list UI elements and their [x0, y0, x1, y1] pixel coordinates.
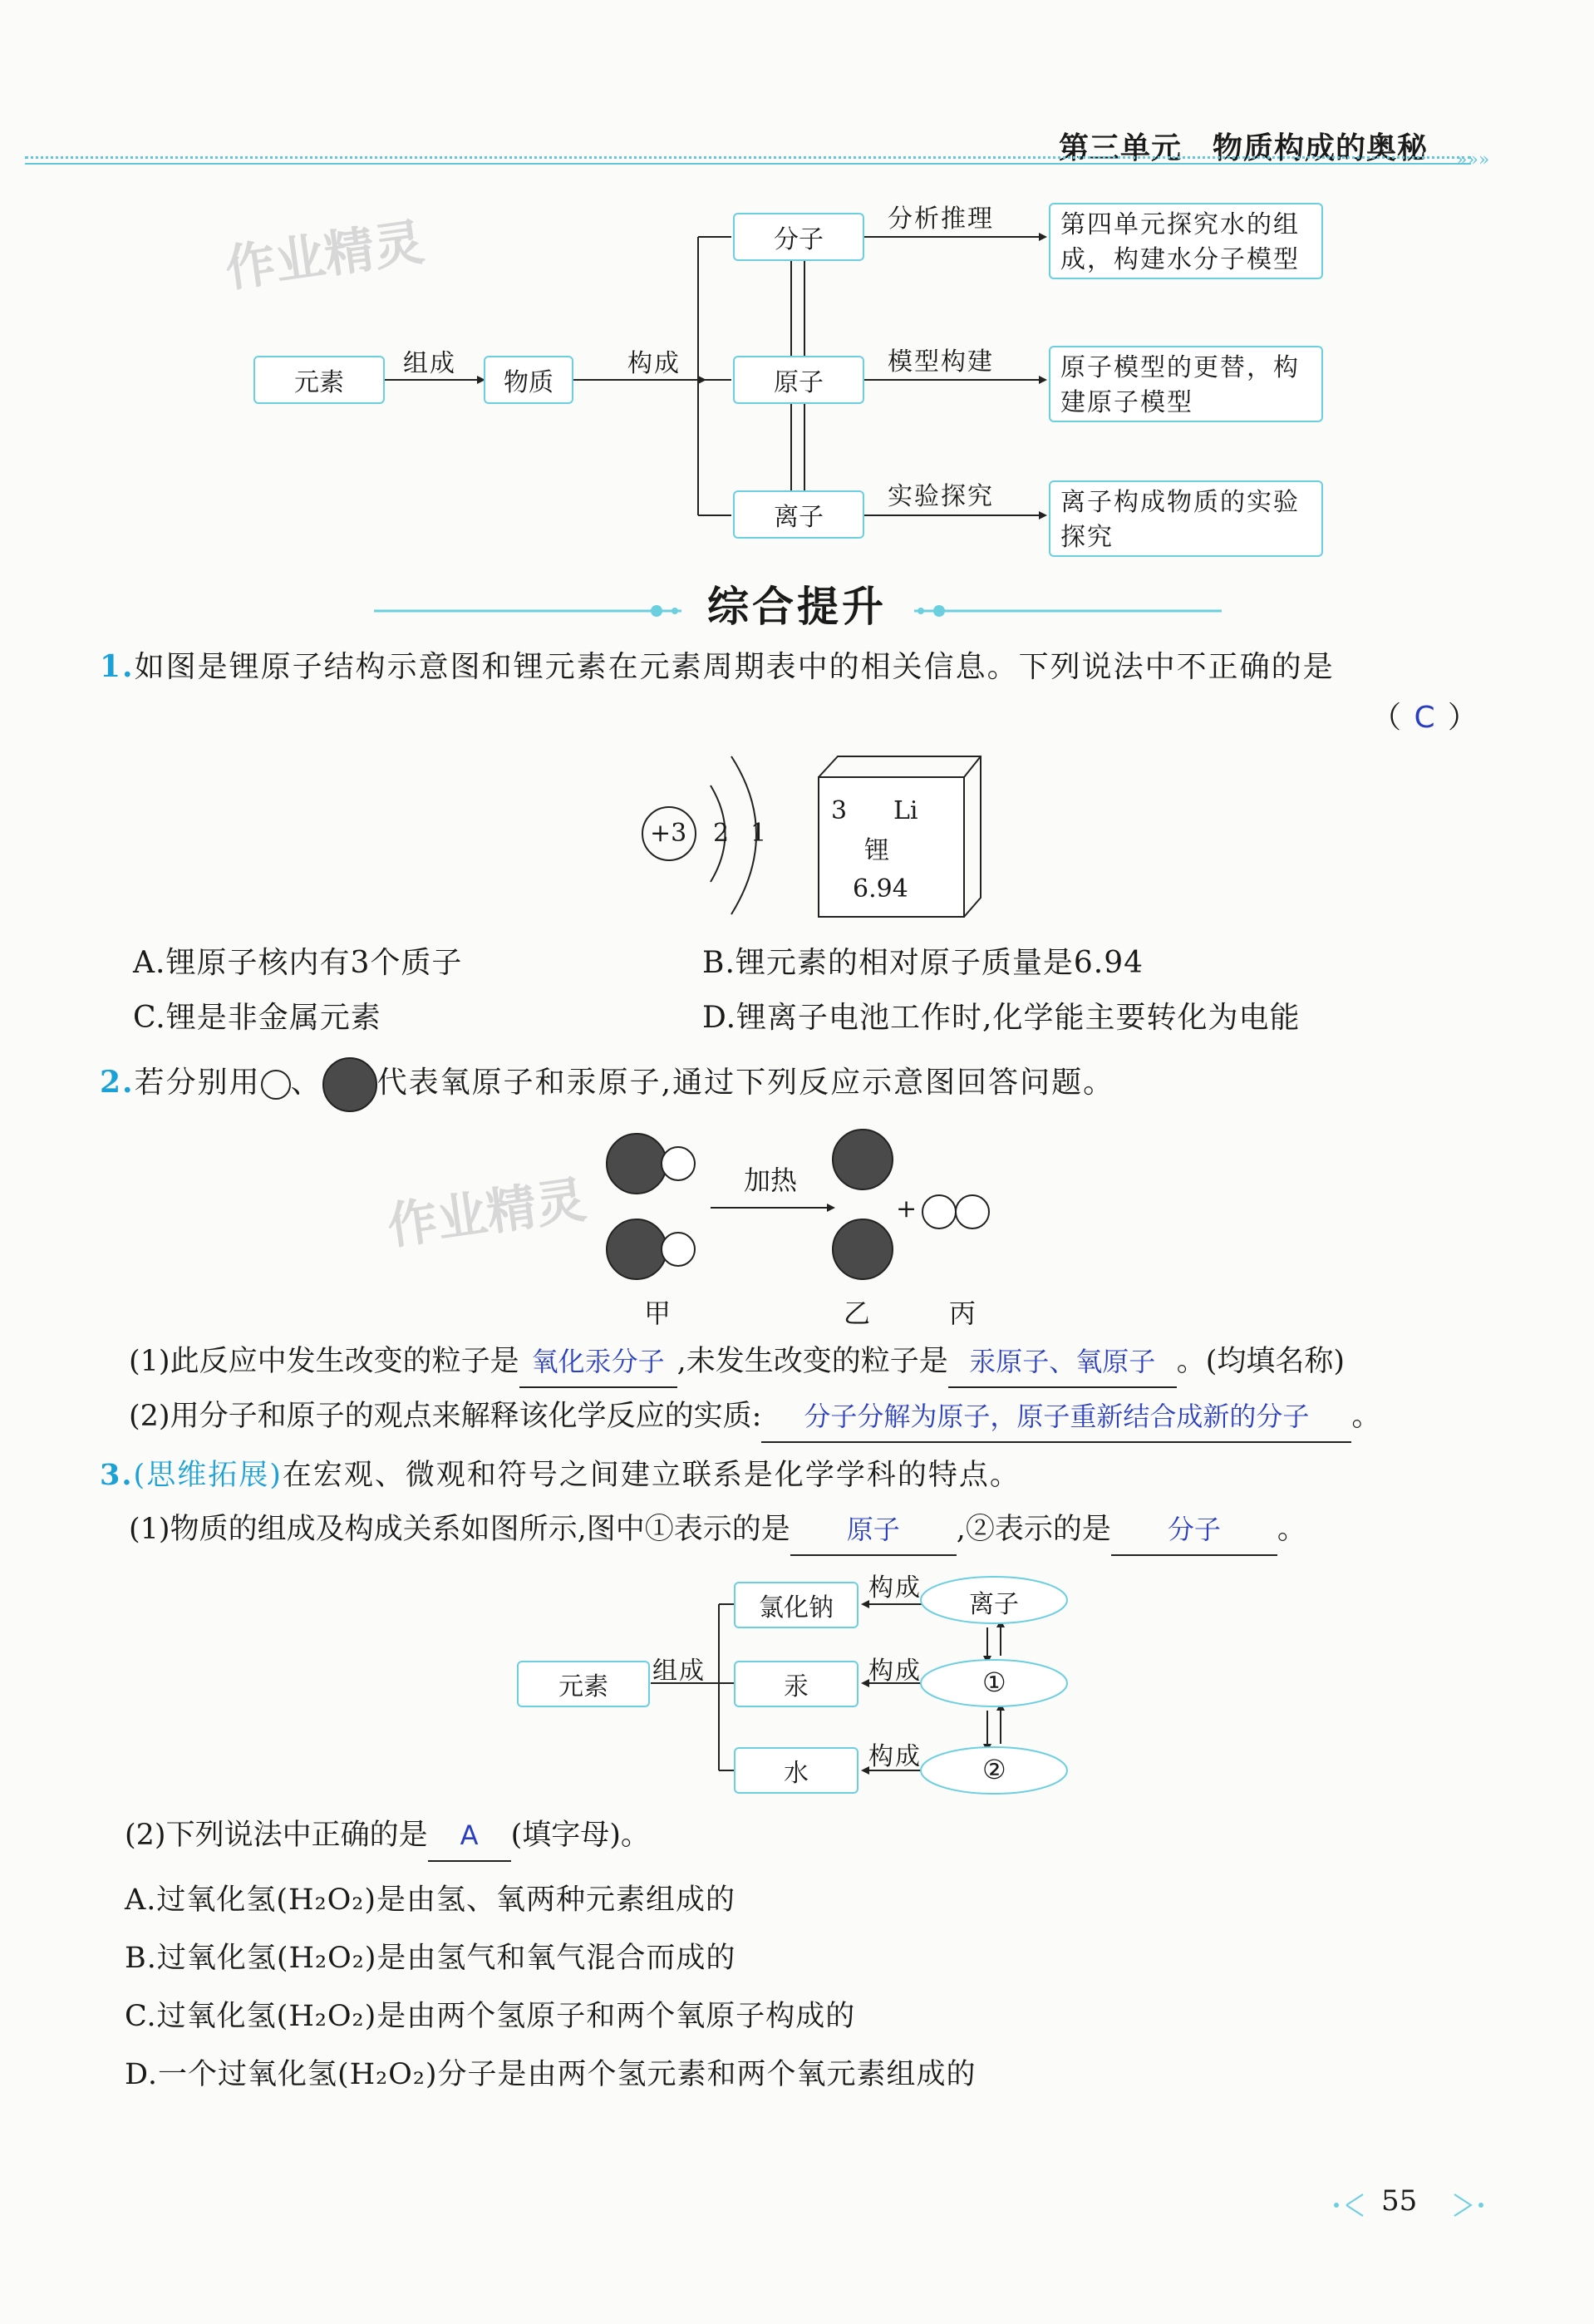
watermark: 作业精灵: [221, 213, 428, 299]
compose-label: 组成: [403, 349, 456, 378]
mercury-box: 汞: [734, 1661, 858, 1707]
q2-text-b: 、: [290, 1066, 322, 1100]
q3-option-d: D.一个过氧化氢(H₂O₂)分子是由两个氢元素和两个氧元素组成的: [125, 2058, 977, 2091]
q1-option-a: A.锂原子核内有3个质子: [133, 946, 463, 980]
heat-label: 加热: [744, 1164, 798, 1196]
reaction-diagram: [582, 1126, 1047, 1292]
result-box-1: 第四单元探究水的组成，构建水分子模型: [1049, 203, 1323, 279]
oxygen-atom-icon: [261, 1070, 291, 1100]
q3-p2-text-c: (填字母)。: [510, 1819, 650, 1852]
q3-tag: (思维拓展): [133, 1459, 283, 1492]
q2-text-a: 若分别用: [134, 1066, 261, 1100]
header-arrows: »»»: [1456, 150, 1490, 170]
q3-option-c: C.过氧化氢(H₂O₂)是由两个氢原子和两个氧原子构成的: [125, 2000, 856, 2033]
q3-stem: [100, 1450, 1479, 1500]
nucleus-charge: +3: [650, 819, 687, 848]
q3-compose-label: 组成: [652, 1657, 706, 1686]
construct-label: 构成: [627, 349, 681, 378]
q2-p1-text-b: ,未发生改变的粒子是: [676, 1345, 948, 1378]
q1-option-c: C.锂是非金属元素: [133, 1001, 381, 1035]
q1-option-d: D.锂离子电池工作时,化学能主要转化为电能: [702, 1001, 1301, 1035]
q2-blank-changed[interactable]: [519, 1337, 677, 1388]
q1-stem: [100, 642, 1479, 692]
atom-box: 原子: [733, 356, 864, 404]
page-number: 55: [1381, 2184, 1418, 2218]
result-box-3: 离子构成物质的实验探究: [1049, 480, 1323, 557]
result-box-2: 原子模型的更替，构建原子模型: [1049, 346, 1323, 422]
q1-answer: C: [1414, 701, 1437, 735]
q3-part2: [125, 1810, 1488, 1862]
q3-option-a: A.过氧化氢(H₂O₂)是由氢、氧两种元素组成的: [125, 1883, 736, 1917]
element-box: 元素: [253, 356, 385, 404]
q3-answer-1: 原子: [846, 1514, 900, 1545]
q3-p1-text-b: ,②表示的是: [956, 1513, 1111, 1546]
q2-answer-changed: 氧化汞分子: [531, 1346, 665, 1377]
unit-title: 第三单元 物质构成的奥秘: [1058, 131, 1428, 165]
q2-blank-unchanged[interactable]: [948, 1337, 1177, 1388]
analysis-label: 分析推理: [888, 204, 994, 234]
q2-answer-essence: 分子分解为原子，原子重新结合成新的分子: [804, 1401, 1310, 1432]
q3-number: 3.: [100, 1458, 134, 1492]
q3-construct-label-2: 构成: [868, 1657, 922, 1686]
q2-number: 2.: [100, 1065, 135, 1100]
q2-p1-text-a: (1)此反应中发生改变的粒子是: [129, 1345, 519, 1378]
circle-2-label: ②: [982, 1754, 1006, 1785]
circle-1-label: ①: [982, 1667, 1006, 1698]
q3-element-box: 元素: [517, 1661, 650, 1707]
q3-option-b: B.过氧化氢(H₂O₂)是由氢气和氧气混合而成的: [125, 1942, 736, 1975]
plus-sign: +: [896, 1194, 918, 1224]
shell-1-count: 2: [713, 819, 730, 848]
q1-text: 如图是锂原子结构示意图和锂元素在元素周期表中的相关信息。下列说法中不正确的是: [134, 650, 1335, 684]
ion-box: 离子: [733, 490, 864, 539]
q3-p1-text-a: (1)物质的组成及构成关系如图所示,图中①表示的是: [129, 1513, 790, 1546]
q3-text: 在宏观、微观和符号之间建立联系是化学学科的特点。: [282, 1459, 1021, 1492]
label-bing: 丙: [949, 1297, 977, 1329]
q2-blank-essence[interactable]: [761, 1391, 1351, 1443]
q3-p1-text-c: 。: [1277, 1513, 1306, 1546]
label-yi: 乙: [844, 1297, 871, 1329]
element-name: 锂: [864, 836, 889, 865]
q1-answer-paren: （ C ）: [1371, 701, 1480, 735]
q3-blank-2[interactable]: [1111, 1504, 1277, 1556]
atomic-number: 3: [831, 796, 848, 825]
q2-part2: [129, 1391, 1492, 1443]
q2-p1-text-c: 。(均填名称): [1176, 1345, 1346, 1378]
q2-text-c: 代表氧原子和汞原子,通过下列反应示意图回答问题。: [376, 1066, 1115, 1100]
q2-part1: [129, 1337, 1492, 1388]
q2-p2-text-a: (2)用分子和原子的观点来解释该化学反应的实质:: [129, 1400, 762, 1433]
q1-number: 1.: [100, 649, 135, 684]
experiment-label: 实验探究: [888, 482, 994, 511]
q1-option-b: B.锂元素的相对原子质量是6.94: [702, 946, 1144, 980]
model-label: 模型构建: [888, 347, 994, 377]
q2-stem: [100, 1057, 1479, 1112]
molecule-box: 分子: [733, 213, 864, 261]
water-box: 水: [734, 1747, 858, 1794]
q3-part1: [129, 1504, 1492, 1556]
mercury-atom-icon: [322, 1057, 377, 1112]
watermark-2: 作业精灵: [383, 1170, 590, 1257]
q2-p2-text-c: 。: [1351, 1400, 1381, 1433]
q3-blank-3[interactable]: [428, 1810, 511, 1862]
q3-p2-text-a: (2)下列说法中正确的是: [125, 1819, 428, 1852]
section-title: 综合提升: [707, 583, 887, 631]
nacl-box: 氯化钠: [734, 1582, 858, 1628]
atomic-mass: 6.94: [853, 874, 908, 904]
ion-ellipse-label: 离子: [969, 1590, 1019, 1619]
q2-answer-unchanged: 汞原子、氧原子: [969, 1346, 1156, 1377]
q3-construct-label-1: 构成: [868, 1573, 922, 1603]
label-jia: 甲: [644, 1297, 672, 1329]
matter-box: 物质: [484, 356, 573, 404]
q3-blank-1[interactable]: [790, 1504, 957, 1556]
shell-2-count: 1: [750, 819, 767, 848]
element-symbol: Li: [893, 796, 918, 825]
q3-answer-2: 分子: [1167, 1514, 1221, 1545]
q3-construct-label-3: 构成: [868, 1742, 922, 1771]
q3-answer-3: A: [460, 1819, 479, 1851]
